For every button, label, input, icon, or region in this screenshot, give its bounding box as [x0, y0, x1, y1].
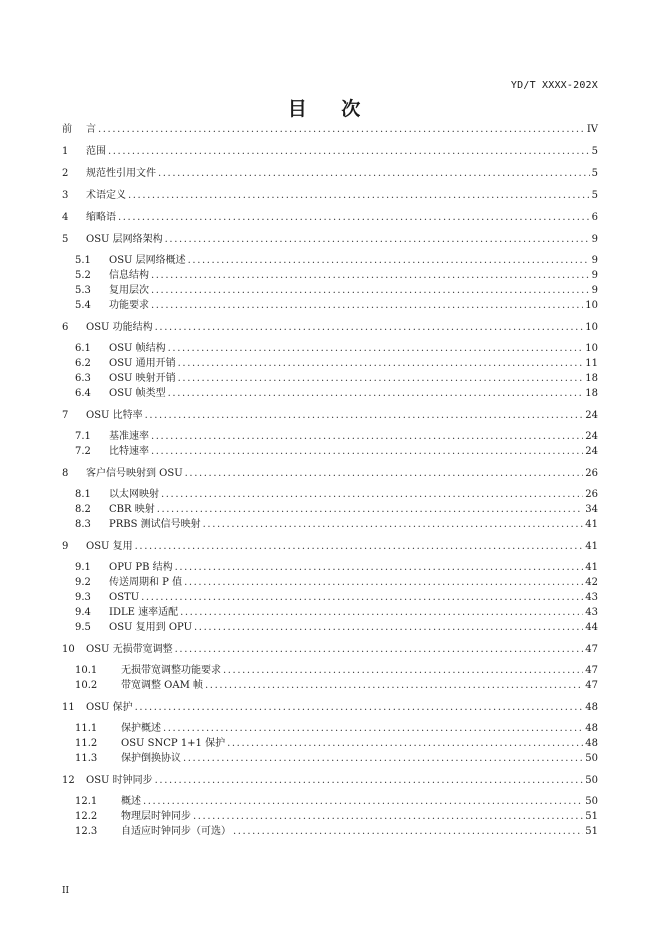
toc-entry[interactable]: [62, 298, 598, 313]
toc-entry-number: 12.1: [75, 796, 98, 807]
toc-entry[interactable]: [62, 356, 598, 371]
toc-entry-title: 功能要求: [109, 300, 149, 311]
toc-entry[interactable]: [62, 408, 598, 423]
toc-dot-leader: [151, 429, 583, 444]
toc-dot-leader: [227, 736, 583, 751]
table-of-contents: [62, 122, 598, 839]
toc-entry-page: 26: [585, 468, 598, 479]
toc-entry-page: 51: [585, 811, 598, 822]
toc-entry-number: 5.1: [75, 255, 91, 266]
toc-entry-page: 48: [585, 702, 598, 713]
toc-entry-page: 5: [591, 190, 598, 201]
toc-entry-page: 34: [585, 504, 598, 515]
toc-entry-number: 8.2: [75, 504, 91, 515]
toc-entry-page: 41: [585, 519, 598, 530]
toc-entry[interactable]: [62, 253, 598, 268]
toc-entry[interactable]: [62, 444, 598, 459]
toc-dot-leader: [145, 408, 584, 423]
toc-entry-title: 比特速率: [109, 446, 149, 457]
toc-entry-page: 18: [585, 388, 598, 399]
toc-entry-title: OSU 功能结构: [86, 322, 153, 333]
toc-entry-number: 5.2: [75, 270, 91, 281]
toc-entry-number: 1: [62, 146, 69, 157]
toc-entry-number: 前: [62, 124, 72, 135]
toc-entry-page: 41: [585, 562, 598, 573]
toc-entry[interactable]: [62, 188, 598, 203]
toc-entry-title: 传送周期和 P 值: [109, 577, 183, 588]
toc-dot-leader: [193, 809, 583, 824]
toc-entry-number: 12.3: [75, 826, 98, 837]
toc-entry[interactable]: [62, 560, 598, 575]
toc-entry-title: 物理层时钟同步: [121, 811, 191, 822]
toc-entry[interactable]: [62, 620, 598, 635]
toc-entry[interactable]: [62, 232, 598, 247]
toc-entry[interactable]: [62, 678, 598, 693]
toc-entry[interactable]: [62, 824, 598, 839]
toc-entry-title: IDLE 速率适配: [109, 607, 179, 618]
toc-entry[interactable]: [62, 122, 598, 137]
toc-dot-leader: [180, 605, 583, 620]
toc-entry-number: 6: [62, 322, 69, 333]
toc-entry-number: 7: [62, 410, 69, 421]
toc-entry[interactable]: [62, 466, 598, 481]
toc-entry-number: 9.1: [75, 562, 91, 573]
toc-entry-number: 7.1: [75, 431, 91, 442]
toc-dot-leader: [188, 253, 590, 268]
toc-dot-leader: [151, 298, 583, 313]
toc-entry-title: 范围: [86, 146, 106, 157]
toc-entry-number: 11.3: [75, 753, 98, 764]
toc-entry[interactable]: [62, 144, 598, 159]
toc-entry-page: 24: [585, 431, 598, 442]
toc-entry-page: 9: [591, 255, 598, 266]
toc-entry[interactable]: [62, 663, 598, 678]
toc-entry-title: CBR 映射: [109, 504, 155, 515]
toc-entry-title: OSU 帧结构: [109, 343, 166, 354]
toc-entry-page: 47: [585, 680, 598, 691]
toc-entry-page: 10: [585, 322, 598, 333]
toc-entry[interactable]: [62, 721, 598, 736]
toc-dot-leader: [151, 283, 590, 298]
toc-entry-page: 9: [591, 270, 598, 281]
toc-entry[interactable]: [62, 341, 598, 356]
toc-entry-page: 9: [591, 285, 598, 296]
toc-dot-leader: [141, 590, 583, 605]
toc-dot-leader: [163, 721, 583, 736]
toc-entry[interactable]: [62, 517, 598, 532]
toc-entry-page: 43: [585, 592, 598, 603]
toc-entry[interactable]: [62, 210, 598, 225]
toc-entry[interactable]: [62, 371, 598, 386]
toc-entry-title: 言: [86, 124, 96, 135]
toc-entry-page: 48: [585, 738, 598, 749]
toc-entry-title: OSU 时钟同步: [86, 775, 153, 786]
toc-entry-page: 48: [585, 723, 598, 734]
toc-entry-number: 12: [62, 775, 75, 786]
toc-entry-page: 5: [591, 168, 598, 179]
toc-dot-leader: [178, 356, 584, 371]
toc-dot-leader: [118, 210, 590, 225]
document-code: YD/T XXXX-202X: [510, 80, 598, 91]
toc-entry[interactable]: [62, 283, 598, 298]
toc-entry-title: OSU 帧类型: [109, 388, 166, 399]
toc-entry-number: 6.3: [75, 373, 91, 384]
toc-entry-number: 9.3: [75, 592, 91, 603]
toc-entry-page: 44: [585, 622, 598, 633]
toc-entry-page: 9: [591, 234, 598, 245]
toc-entry[interactable]: [62, 487, 598, 502]
toc-entry[interactable]: [62, 539, 598, 554]
toc-entry-page: 42: [585, 577, 598, 588]
toc-entry[interactable]: [62, 773, 598, 788]
toc-entry[interactable]: [62, 166, 598, 181]
toc-entry-page: 11: [585, 358, 598, 369]
toc-entry-number: 5: [62, 234, 69, 245]
toc-entry[interactable]: [62, 590, 598, 605]
toc-dot-leader: [135, 539, 584, 554]
toc-dot-leader: [135, 700, 584, 715]
toc-dot-leader: [128, 188, 590, 203]
toc-entry[interactable]: [62, 386, 598, 401]
toc-entry-page: 47: [585, 665, 598, 676]
toc-entry-title: 带宽调整 OAM 帧: [121, 680, 204, 691]
toc-entry-number: 4: [62, 212, 69, 223]
toc-dot-leader: [143, 794, 583, 809]
toc-entry-page: 24: [585, 410, 598, 421]
toc-entry-title: 保护倒换协议: [121, 753, 181, 764]
toc-entry-number: 3: [62, 190, 69, 201]
toc-dot-leader: [184, 575, 583, 590]
toc-entry-number: 6.1: [75, 343, 91, 354]
toc-entry-title: 规范性引用文件: [86, 168, 156, 179]
toc-dot-leader: [185, 466, 584, 481]
toc-entry-number: 10.2: [75, 680, 98, 691]
toc-entry-number: 6.4: [75, 388, 91, 399]
toc-dot-leader: [161, 487, 583, 502]
toc-entry-number: 8.1: [75, 489, 91, 500]
toc-entry[interactable]: [62, 268, 598, 283]
toc-dot-leader: [233, 824, 583, 839]
toc-entry-page: 41: [585, 541, 598, 552]
toc-dot-leader: [205, 678, 583, 693]
toc-entry-title: 无损带宽调整功能要求: [121, 665, 221, 676]
toc-entry[interactable]: [62, 575, 598, 590]
toc-dot-leader: [175, 642, 584, 657]
toc-dot-leader: [168, 341, 584, 356]
toc-entry-number: 10: [62, 644, 75, 655]
toc-entry-number: 5.3: [75, 285, 91, 296]
toc-entry-title: 基准速率: [109, 431, 149, 442]
toc-entry-page: 47: [585, 644, 598, 655]
toc-entry-page: 10: [585, 300, 598, 311]
toc-entry-number: 9.4: [75, 607, 91, 618]
toc-entry-page: 24: [585, 446, 598, 457]
toc-entry-title: OSU 层网络概述: [109, 255, 186, 266]
toc-entry-title: 以太网映射: [109, 489, 159, 500]
toc-dot-leader: [194, 620, 583, 635]
toc-entry-page: 18: [585, 373, 598, 384]
toc-entry-page: 43: [585, 607, 598, 618]
toc-entry-title: OSTU: [109, 592, 140, 603]
toc-entry-title: 保护概述: [121, 723, 161, 734]
toc-dot-leader: [175, 560, 584, 575]
toc-entry-title: OPU PB 结构: [109, 562, 173, 573]
toc-entry-title: 缩略语: [86, 212, 116, 223]
toc-entry-page: 10: [585, 343, 598, 354]
toc-dot-leader: [151, 444, 583, 459]
toc-entry-title: OSU 通用开销: [109, 358, 176, 369]
toc-entry-number: 10.1: [75, 665, 98, 676]
toc-dot-leader: [108, 144, 590, 159]
toc-entry-number: 9.2: [75, 577, 91, 588]
toc-entry-title: OSU SNCP 1+1 保护: [121, 738, 226, 749]
toc-entry-number: 8.3: [75, 519, 91, 530]
toc-entry-title: OSU 无损带宽调整: [86, 644, 173, 655]
toc-entry[interactable]: [62, 809, 598, 824]
toc-entry-page: 26: [585, 489, 598, 500]
toc-entry-title: 复用层次: [109, 285, 149, 296]
toc-entry-number: 6.2: [75, 358, 91, 369]
toc-entry-number: 8: [62, 468, 69, 479]
toc-entry-title: 术语定义: [86, 190, 126, 201]
toc-entry[interactable]: [62, 605, 598, 620]
toc-entry-page: 51: [585, 826, 598, 837]
toc-entry-number: 2: [62, 168, 69, 179]
toc-entry-page: 6: [591, 212, 598, 223]
footer-page-number: II: [62, 886, 70, 896]
toc-dot-leader: [203, 517, 584, 532]
toc-entry-page: 50: [585, 753, 598, 764]
toc-entry-number: 11.1: [75, 723, 98, 734]
toc-entry-title: OSU 层网络架构: [86, 234, 163, 245]
toc-entry-number: 12.2: [75, 811, 98, 822]
toc-entry-title: OSU 复用: [86, 541, 133, 552]
toc-dot-leader: [223, 663, 583, 678]
toc-entry-number: 9: [62, 541, 69, 552]
toc-dot-leader: [151, 268, 590, 283]
toc-entry-page: 5: [591, 146, 598, 157]
toc-dot-leader: [183, 751, 583, 766]
toc-entry-title: OSU 保护: [86, 702, 133, 713]
toc-dot-leader: [157, 502, 584, 517]
toc-entry-page: 50: [585, 796, 598, 807]
toc-entry-page: IV: [586, 124, 598, 135]
toc-entry-number: 11: [62, 702, 75, 713]
toc-entry-number: 9.5: [75, 622, 91, 633]
toc-entry[interactable]: [62, 736, 598, 751]
toc-dot-leader: [178, 371, 584, 386]
toc-entry-title: OSU 复用到 OPU: [109, 622, 193, 633]
toc-entry-title: 信息结构: [109, 270, 149, 281]
toc-entry[interactable]: [62, 794, 598, 809]
toc-entry-title: 客户信号映射到 OSU: [86, 468, 183, 479]
toc-entry-title: OSU 映射开销: [109, 373, 176, 384]
toc-entry-title: 概述: [121, 796, 141, 807]
toc-entry[interactable]: [62, 502, 598, 517]
toc-dot-leader: [98, 122, 585, 137]
toc-title: 目 次: [287, 98, 375, 120]
toc-dot-leader: [168, 386, 584, 401]
toc-entry[interactable]: [62, 700, 598, 715]
toc-entry-number: 7.2: [75, 446, 91, 457]
toc-dot-leader: [158, 166, 590, 181]
toc-entry-page: 50: [585, 775, 598, 786]
toc-entry-title: OSU 比特率: [86, 410, 143, 421]
toc-entry-number: 5.4: [75, 300, 91, 311]
toc-entry[interactable]: [62, 642, 598, 657]
toc-entry-number: 11.2: [75, 738, 98, 749]
toc-entry-title: 自适应时钟同步（可选）: [121, 826, 231, 837]
toc-dot-leader: [155, 320, 584, 335]
toc-entry[interactable]: [62, 429, 598, 444]
toc-entry[interactable]: [62, 751, 598, 766]
toc-dot-leader: [165, 232, 590, 247]
toc-entry[interactable]: [62, 320, 598, 335]
toc-entry-title: PRBS 测试信号映射: [109, 519, 201, 530]
toc-dot-leader: [155, 773, 584, 788]
